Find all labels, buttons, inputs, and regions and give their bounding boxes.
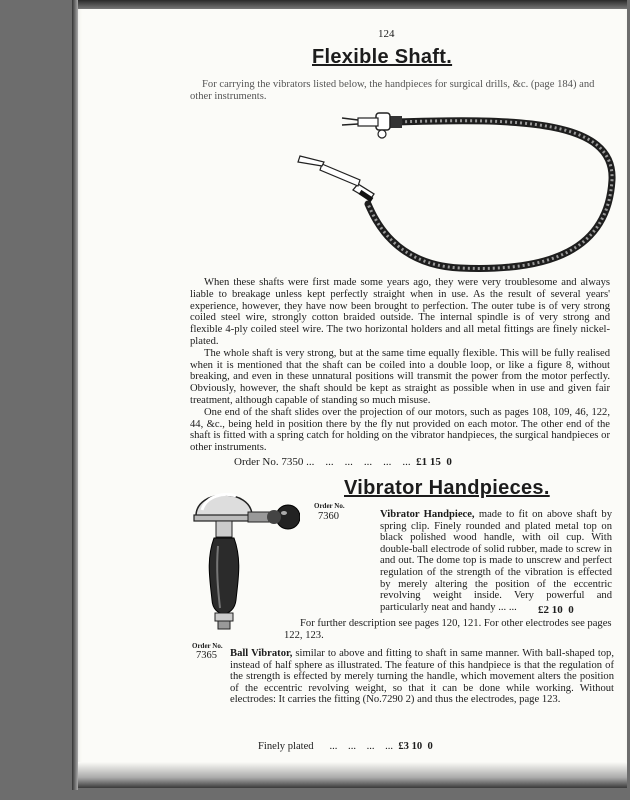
item-description: made to fit on above shaft by spring clip. Finely rounded and plated metal top on black polished wood handle, with oil cup. With double-ball electrode of solid rubber, made to screw in and out. The dome top is made to unscrew and perfect regulation of the strength of the vibration is effected by merely altering the position of the eccentric revolving weight inside. Very powerful and particularly neat and handy ... ...: [380, 509, 612, 613]
order-number-7360: 7360: [318, 511, 339, 522]
order-line-7365: [258, 741, 433, 752]
flexible-shaft-description: [190, 277, 610, 454]
catalog-page: [72, 0, 627, 788]
vibrator-handpiece-illustration: [190, 480, 300, 640]
paragraph: The whole shaft is very strong, but at the same time equally flexible. This will be fully realised when it is mentioned that the shaft can be coiled into a double loop, or like a figure 8, without breaking, and even in these unnatural positions will transmit the power from the motor perfectly. Obviously, however, the shaft should be kept as straight as possible when in use and given fair treatment, although capable of standing so much misuse.: [190, 347, 610, 406]
paragraph: One end of the shaft slides over the projection of our motors, such as pages 108, 109, 46, 122, 44, &c., being held in position there by the fly nut provided on each motor. The other end of the shaft is fitted with a spring catch for holding on the vibrator handpieces, the surgical handpieces or other instruments.: [190, 406, 610, 454]
price: £1 15 0: [416, 456, 452, 468]
section-title-vibrator-handpieces: Vibrator Handpieces.: [344, 477, 550, 499]
page-number: 124: [378, 28, 395, 40]
item-ball-vibrator: [230, 648, 614, 706]
order-line-7350: [234, 456, 452, 468]
order-number: Order No. 7350: [234, 456, 304, 468]
scan-spine-shadow: [72, 0, 78, 790]
finish-label: Finely plated: [258, 741, 314, 752]
further-description-note: For further description see pages 120, 121. For other electrodes see pages 122, 123.: [284, 618, 612, 641]
scan-top-edge: [72, 0, 627, 9]
leader-dots: ... ... ... ... ... ...: [306, 456, 411, 468]
scan-bottom-edge: [72, 762, 627, 788]
paragraph: When these shafts were first made some years ago, they were very troublesome and always liable to breakage unless kept perfectly straight when in use. As the result of several years' experience, however, they have now been brought to perfection. The outer tube is of very strong coiled steel wire, strongly cotton braided outside. The internal spindle is of very strong and flexible 4-ply coiled steel wire. The two horizontal holders and all metal fittings are finely nickel-plated.: [190, 277, 610, 347]
price: £2 10 0: [538, 604, 574, 616]
order-label: Order No.: [314, 502, 345, 510]
item-name: Ball Vibrator,: [230, 648, 293, 659]
flexible-shaft-illustration: [220, 100, 627, 280]
item-vibrator-handpiece: [380, 509, 612, 613]
leader-dots: ... ... ... ...: [329, 741, 394, 752]
item-description: similar to above and fitting to shaft in same manner. With ball-shaped top, instead of half sphere as illustrated. The feature of this handpiece is that the regulation of the strength is effected by merely turning the handle, which movement alters the position of the eccentric revolving weight, so that it can be done while working. Without electrodes: It carries the fitting (No.7290 2) and thus the electrodes, page 123.: [230, 648, 615, 706]
order-label: Order No.: [192, 642, 223, 650]
section-title-flexible-shaft: Flexible Shaft.: [312, 46, 453, 68]
price: £3 10 0: [398, 741, 433, 752]
intro-text: For carrying the vibrators listed below, the handpieces for surgical drills, &c. (page 184) and other instruments.: [190, 79, 595, 102]
order-number-7365: 7365: [196, 650, 217, 661]
item-name: Vibrator Handpiece,: [380, 509, 475, 520]
